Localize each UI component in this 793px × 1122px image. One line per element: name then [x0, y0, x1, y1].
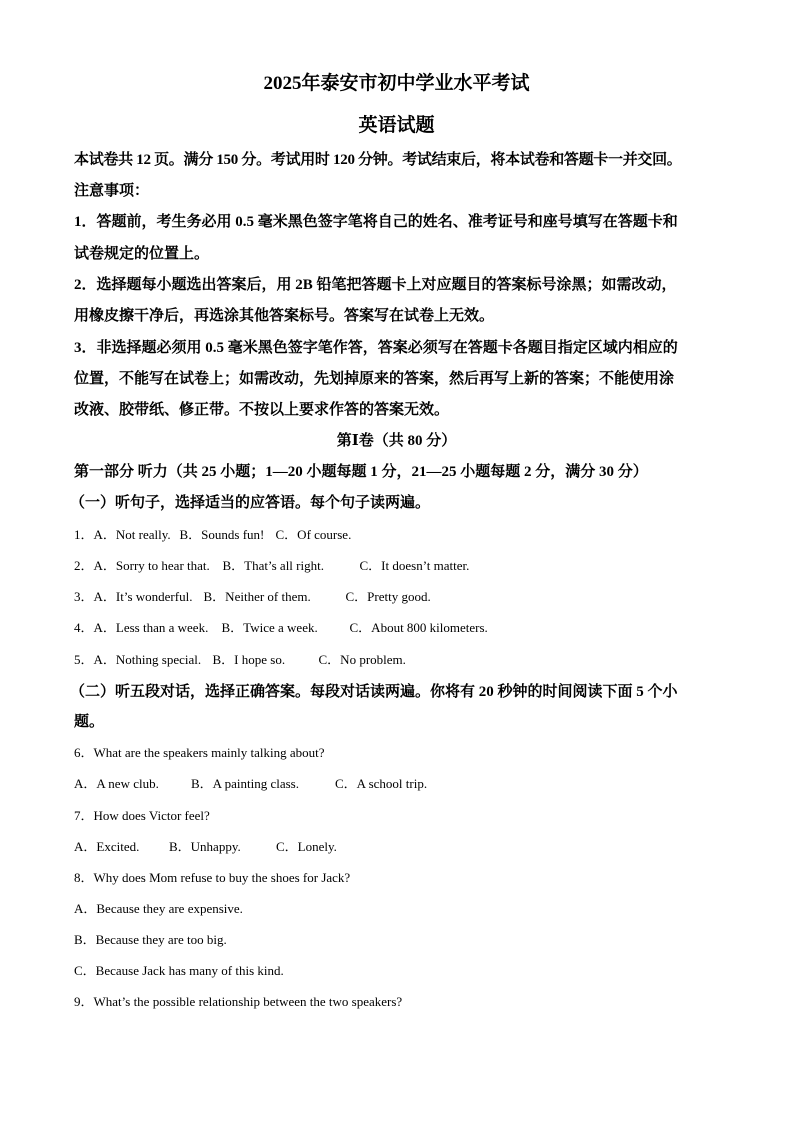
option-a: A．Nothing special.: [93, 652, 202, 667]
option-b: B．I hope so.: [212, 652, 286, 667]
exam-intro: 本试卷共 12 页。满分 150 分。考试用时 120 分钟。考试结束后，将本试卷和答题卡一并交回。: [74, 152, 682, 168]
notice-item-1-line-1: 1．答题前，考生务必用 0.5 毫米黑色签字笔将自己的姓名、准考证号和座号填写在答题卡和: [74, 214, 678, 230]
notice-item-3-line-2: 位置，不能写在试卷上；如需改动，先划掉原来的答案，然后再写上新的答案；不能使用涂: [74, 371, 675, 387]
option-a: A．Excited.: [74, 839, 140, 854]
option-b: B．Sounds fun!: [179, 527, 265, 542]
option-c: C．Lonely.: [276, 839, 337, 854]
volume-heading: 第Ⅰ卷（共 80 分）: [336, 433, 457, 449]
option-a: A．A new club.: [74, 776, 159, 791]
option-a: A．Less than a week.: [93, 620, 209, 635]
question-8-option-c: C．Because Jack has many of this kind.: [74, 963, 284, 978]
exam-subtitle: 英语试题: [358, 115, 435, 136]
question-3: [74, 588, 431, 606]
question-number: 3．: [74, 589, 94, 604]
notice-item-3-line-1: 3．非选择题必须用 0.5 毫米黑色签字笔作答，答案必须写在答题卡各题目指定区域内相应的: [74, 340, 678, 356]
question-2: [74, 557, 469, 575]
part1-heading: 第一部分 听力（共 25 小题；1—20 小题每题 1 分，21—25 小题每题 2 分，满分 30 分）: [74, 464, 648, 480]
option-c: C．Pretty good.: [345, 589, 431, 604]
option-b: B．Neither of them.: [203, 589, 311, 604]
notice-item-1-line-2: 试卷规定的位置上。: [74, 246, 210, 262]
notice-item-3-line-3: 改液、胶带纸、修正带。不按以上要求作答的答案无效。: [74, 402, 450, 418]
section1-heading: （一）听句子，选择适当的应答语。每个句子读两遍。: [70, 495, 431, 511]
option-c: C．A school trip.: [335, 776, 428, 791]
option-b: B．That’s all right.: [222, 558, 324, 573]
question-4: [74, 619, 488, 637]
question-1: [74, 526, 351, 544]
question-6-options: [74, 775, 427, 793]
question-9-stem: 9．What’s the possible relationship between the two speakers?: [74, 994, 403, 1009]
option-a: A．It’s wonderful.: [93, 589, 193, 604]
section2-heading-line-1: （二）听五段对话，选择正确答案。每段对话读两遍。你将有 20 秒钟的时间阅读下面 5 个小: [70, 684, 678, 700]
option-c: C．No problem.: [318, 652, 406, 667]
notice-item-2-line-1: 2．选择题每小题选出答案后，用 2B 铅笔把答题卡上对应题目的答案标号涂黑；如需改动，: [74, 277, 677, 293]
option-b: B．Twice a week.: [221, 620, 318, 635]
notice-heading: 注意事项：: [74, 183, 150, 199]
option-b: B．Unhappy.: [169, 839, 241, 854]
question-number: 4．: [74, 620, 94, 635]
notice-item-2-line-2: 用橡皮擦干净后，再选涂其他答案标号。答案写在试卷上无效。: [74, 308, 495, 324]
question-7-stem: 7．How does Victor feel?: [74, 808, 210, 823]
question-number: 5．: [74, 652, 94, 667]
option-a: A．Sorry to hear that.: [93, 558, 210, 573]
question-number: 1．: [74, 527, 94, 542]
section2-heading-line-2: 题。: [74, 714, 105, 730]
question-8-stem: 8．Why does Mom refuse to buy the shoes for Jack?: [74, 870, 351, 885]
question-5: [74, 651, 406, 669]
exam-title: 2025年泰安市初中学业水平考试: [263, 73, 530, 94]
question-8-option-b: B．Because they are too big.: [74, 932, 227, 947]
option-c: C．It doesn’t matter.: [359, 558, 470, 573]
question-8-option-a: A．Because they are expensive.: [74, 901, 243, 916]
option-b: B．A painting class.: [191, 776, 299, 791]
option-c: C．About 800 kilometers.: [349, 620, 488, 635]
option-c: C．Of course.: [275, 527, 352, 542]
option-a: A．Not really.: [93, 527, 171, 542]
question-6-stem: 6．What are the speakers mainly talking about?: [74, 745, 325, 760]
question-7-options: [74, 838, 337, 856]
question-number: 2．: [74, 558, 94, 573]
